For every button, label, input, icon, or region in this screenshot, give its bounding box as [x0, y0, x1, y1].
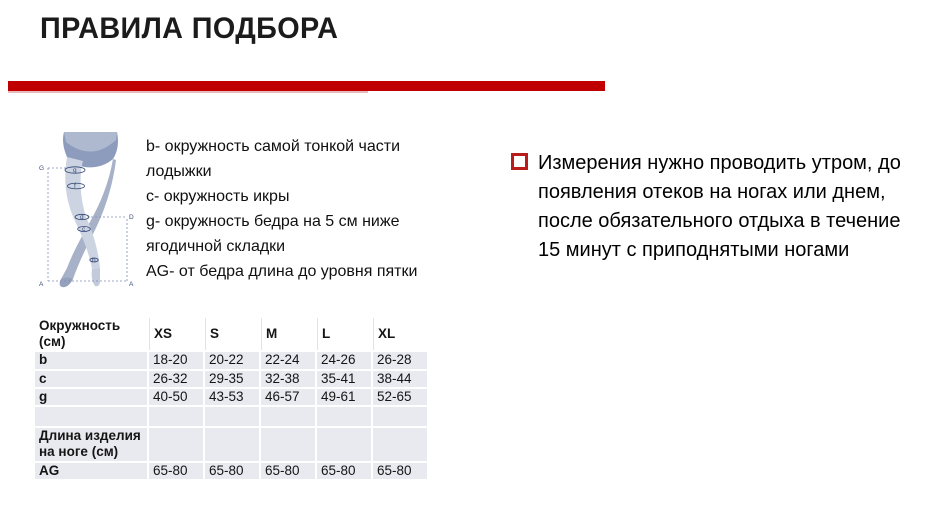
cell — [149, 428, 203, 461]
cell: 20-22 — [205, 352, 259, 368]
title-underline-bar — [8, 81, 605, 91]
legend-line-c: c- окружность икры — [146, 188, 290, 205]
cell: 40-50 — [149, 389, 203, 405]
cell: 26-28 — [373, 352, 427, 368]
cell: 46-57 — [261, 389, 315, 405]
row-label: b — [35, 352, 147, 368]
label-A-left: A — [39, 281, 44, 288]
col-header: L — [317, 318, 371, 350]
cell: 65-80 — [149, 463, 203, 479]
label-g: g — [73, 167, 77, 174]
cell: 65-80 — [205, 463, 259, 479]
row-label: Длина изделия на ноге (см) — [35, 428, 147, 461]
front-foot-shape — [92, 268, 100, 286]
cell — [373, 428, 427, 461]
cell — [261, 407, 315, 426]
row-label: c — [35, 371, 147, 387]
label-G: G — [39, 165, 45, 172]
row-label — [35, 407, 147, 426]
table-row — [35, 352, 427, 368]
cell: 24-26 — [317, 352, 371, 368]
cell — [149, 407, 203, 426]
cell — [317, 428, 371, 461]
cell: 65-80 — [317, 463, 371, 479]
measurement-legend — [146, 134, 428, 284]
size-table — [33, 316, 429, 481]
col-header: S — [205, 318, 259, 350]
label-c: c — [82, 226, 86, 233]
note-text: Измерения нужно проводить утром, до появления отеков на ногах или днем, после обязательного отдыха в течение 15 минут с приподнятыми ногами — [538, 152, 901, 261]
cell: 18-20 — [149, 352, 203, 368]
label-D: D — [129, 214, 134, 221]
cell: 43-53 — [205, 389, 259, 405]
col-header: M — [261, 318, 315, 350]
legend-line-b: b- окружность самой тонкой части лодыжки — [146, 138, 401, 180]
table-row-empty — [35, 407, 427, 426]
legend-line-ag: AG- от бедра длина до уровня пятки — [146, 263, 418, 280]
cell: 35-41 — [317, 371, 371, 387]
cell: 65-80 — [373, 463, 427, 479]
cell — [373, 407, 427, 426]
cell: 38-44 — [373, 371, 427, 387]
legs-measurement-diagram — [36, 130, 138, 290]
label-b: b — [92, 257, 96, 264]
cell: 26-32 — [149, 371, 203, 387]
cell: 22-24 — [261, 352, 315, 368]
col-header: XS — [149, 318, 203, 350]
table-row — [35, 463, 427, 479]
cell: 29-35 — [205, 371, 259, 387]
row-label: g — [35, 389, 147, 405]
cell: 32-38 — [261, 371, 315, 387]
table-header-row — [35, 318, 427, 350]
cell — [261, 428, 315, 461]
cell — [205, 407, 259, 426]
label-A-right: A — [129, 281, 134, 288]
measurement-note — [511, 149, 911, 265]
table-row — [35, 371, 427, 387]
label-d: d — [80, 214, 84, 221]
legs-diagram-svg — [36, 130, 138, 290]
label-f: f — [74, 183, 76, 190]
row-label: AG — [35, 463, 147, 479]
page-title: ПРАВИЛА ПОДБОРА — [40, 12, 339, 45]
table-row — [35, 428, 427, 461]
cell — [317, 407, 371, 426]
cell — [205, 428, 259, 461]
col-header: XL — [373, 318, 427, 350]
checkbox-bullet-icon — [511, 153, 528, 170]
back-foot-shape — [60, 278, 73, 288]
cell: 65-80 — [261, 463, 315, 479]
table-row — [35, 389, 427, 405]
cell: 49-61 — [317, 389, 371, 405]
cell: 52-65 — [373, 389, 427, 405]
legend-line-g: g- окружность бедра на 5 см ниже ягодичной складки — [146, 213, 400, 255]
col-header: Окружность (см) — [35, 318, 147, 350]
